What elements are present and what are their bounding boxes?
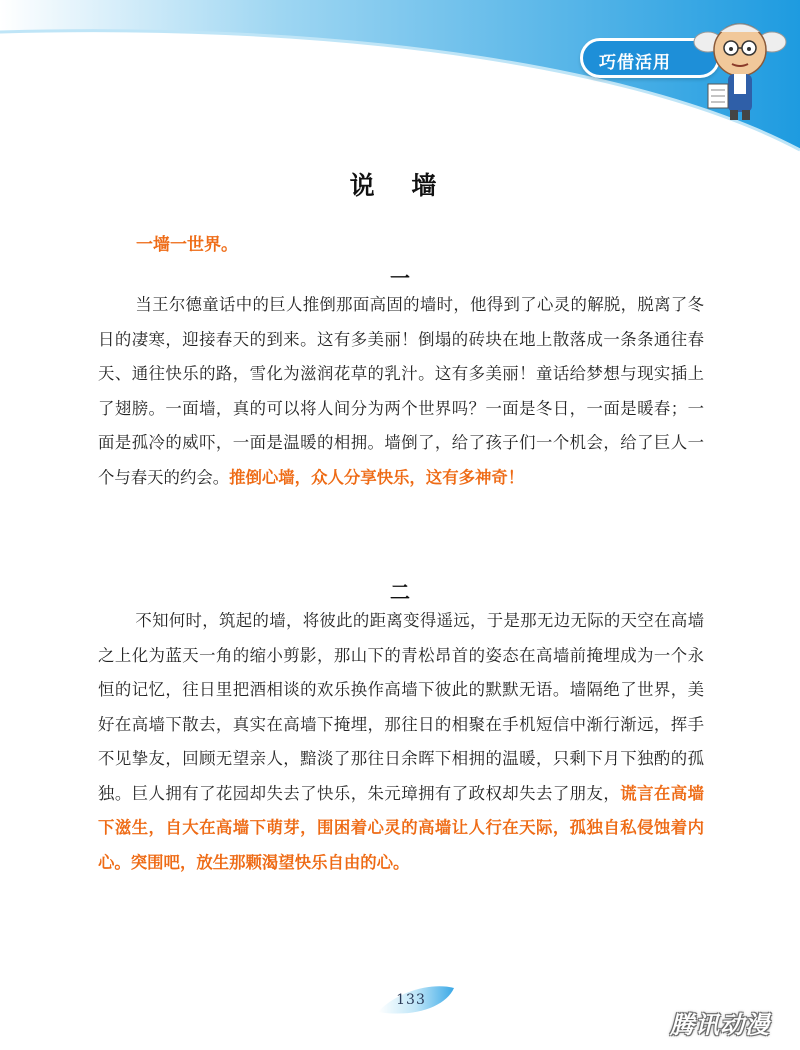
article-lead: 一墙一世界。	[136, 235, 238, 255]
article-title: 说 墙	[349, 171, 451, 200]
section-tab-label: 巧借活用	[599, 53, 671, 73]
header-swoosh	[0, 0, 800, 170]
page-number: 133	[396, 992, 426, 1008]
paragraph-text: 当王尔德童话中的巨人推倒那面高固的墙时，他得到了心灵的解脱，脱离了冬日的凄寒，迎接春天的到来。这有多美丽！倒塌的砖块在地上散落成一条条通往春天、通往快乐的路，雪化为滋润花草的乳汁。这有多美丽！童话给梦想与现实插上了翅膀。一面墙，真的可以将人间分为两个世界吗？一面是冬日，一面是暖春；一面是孤冷的威吓，一面是温暖的相拥。墙倒了，给了孩子们一个机会，给了巨人一个与春天的约会。	[98, 295, 704, 487]
watermark: 腾讯动漫	[670, 1011, 770, 1039]
section-paragraph-1	[98, 288, 704, 495]
section-number-2: 二	[390, 580, 410, 604]
paragraph-text: 不知何时，筑起的墙，将彼此的距离变得遥远，于是那无边无际的天空在高墙之上化为蓝天一角的缩小剪影，那山下的青松昂首的姿态在高墙前掩埋成为一个永恒的记忆，往日里把酒相谈的欢乐换作高墙下彼此的默默无语。墙隔绝了世界，美好在高墙下散去，真实在高墙下掩埋，那往日的相聚在手机短信中渐行渐远，挥手不见挚友，回顾无望亲人，黯淡了那往日余晖下相拥的温暖，只剩下月下独酌的孤独。巨人拥有了花园却失去了快乐，朱元璋拥有了政权却失去了朋友，	[98, 611, 704, 803]
professor-mascot-icon	[690, 12, 790, 122]
section-paragraph-2	[98, 604, 704, 880]
paragraph-highlight: 推倒心墙，众人分享快乐，这有多神奇！	[229, 467, 525, 487]
section-number-1: 一	[390, 266, 410, 290]
paragraph-highlight: 谎言在高墙下滋生，自大在高墙下萌芽，围困着心灵的高墙让人行在天际，孤独自私侵蚀着内心。突围吧，放生那颗渴望快乐自由的心。	[98, 783, 705, 872]
